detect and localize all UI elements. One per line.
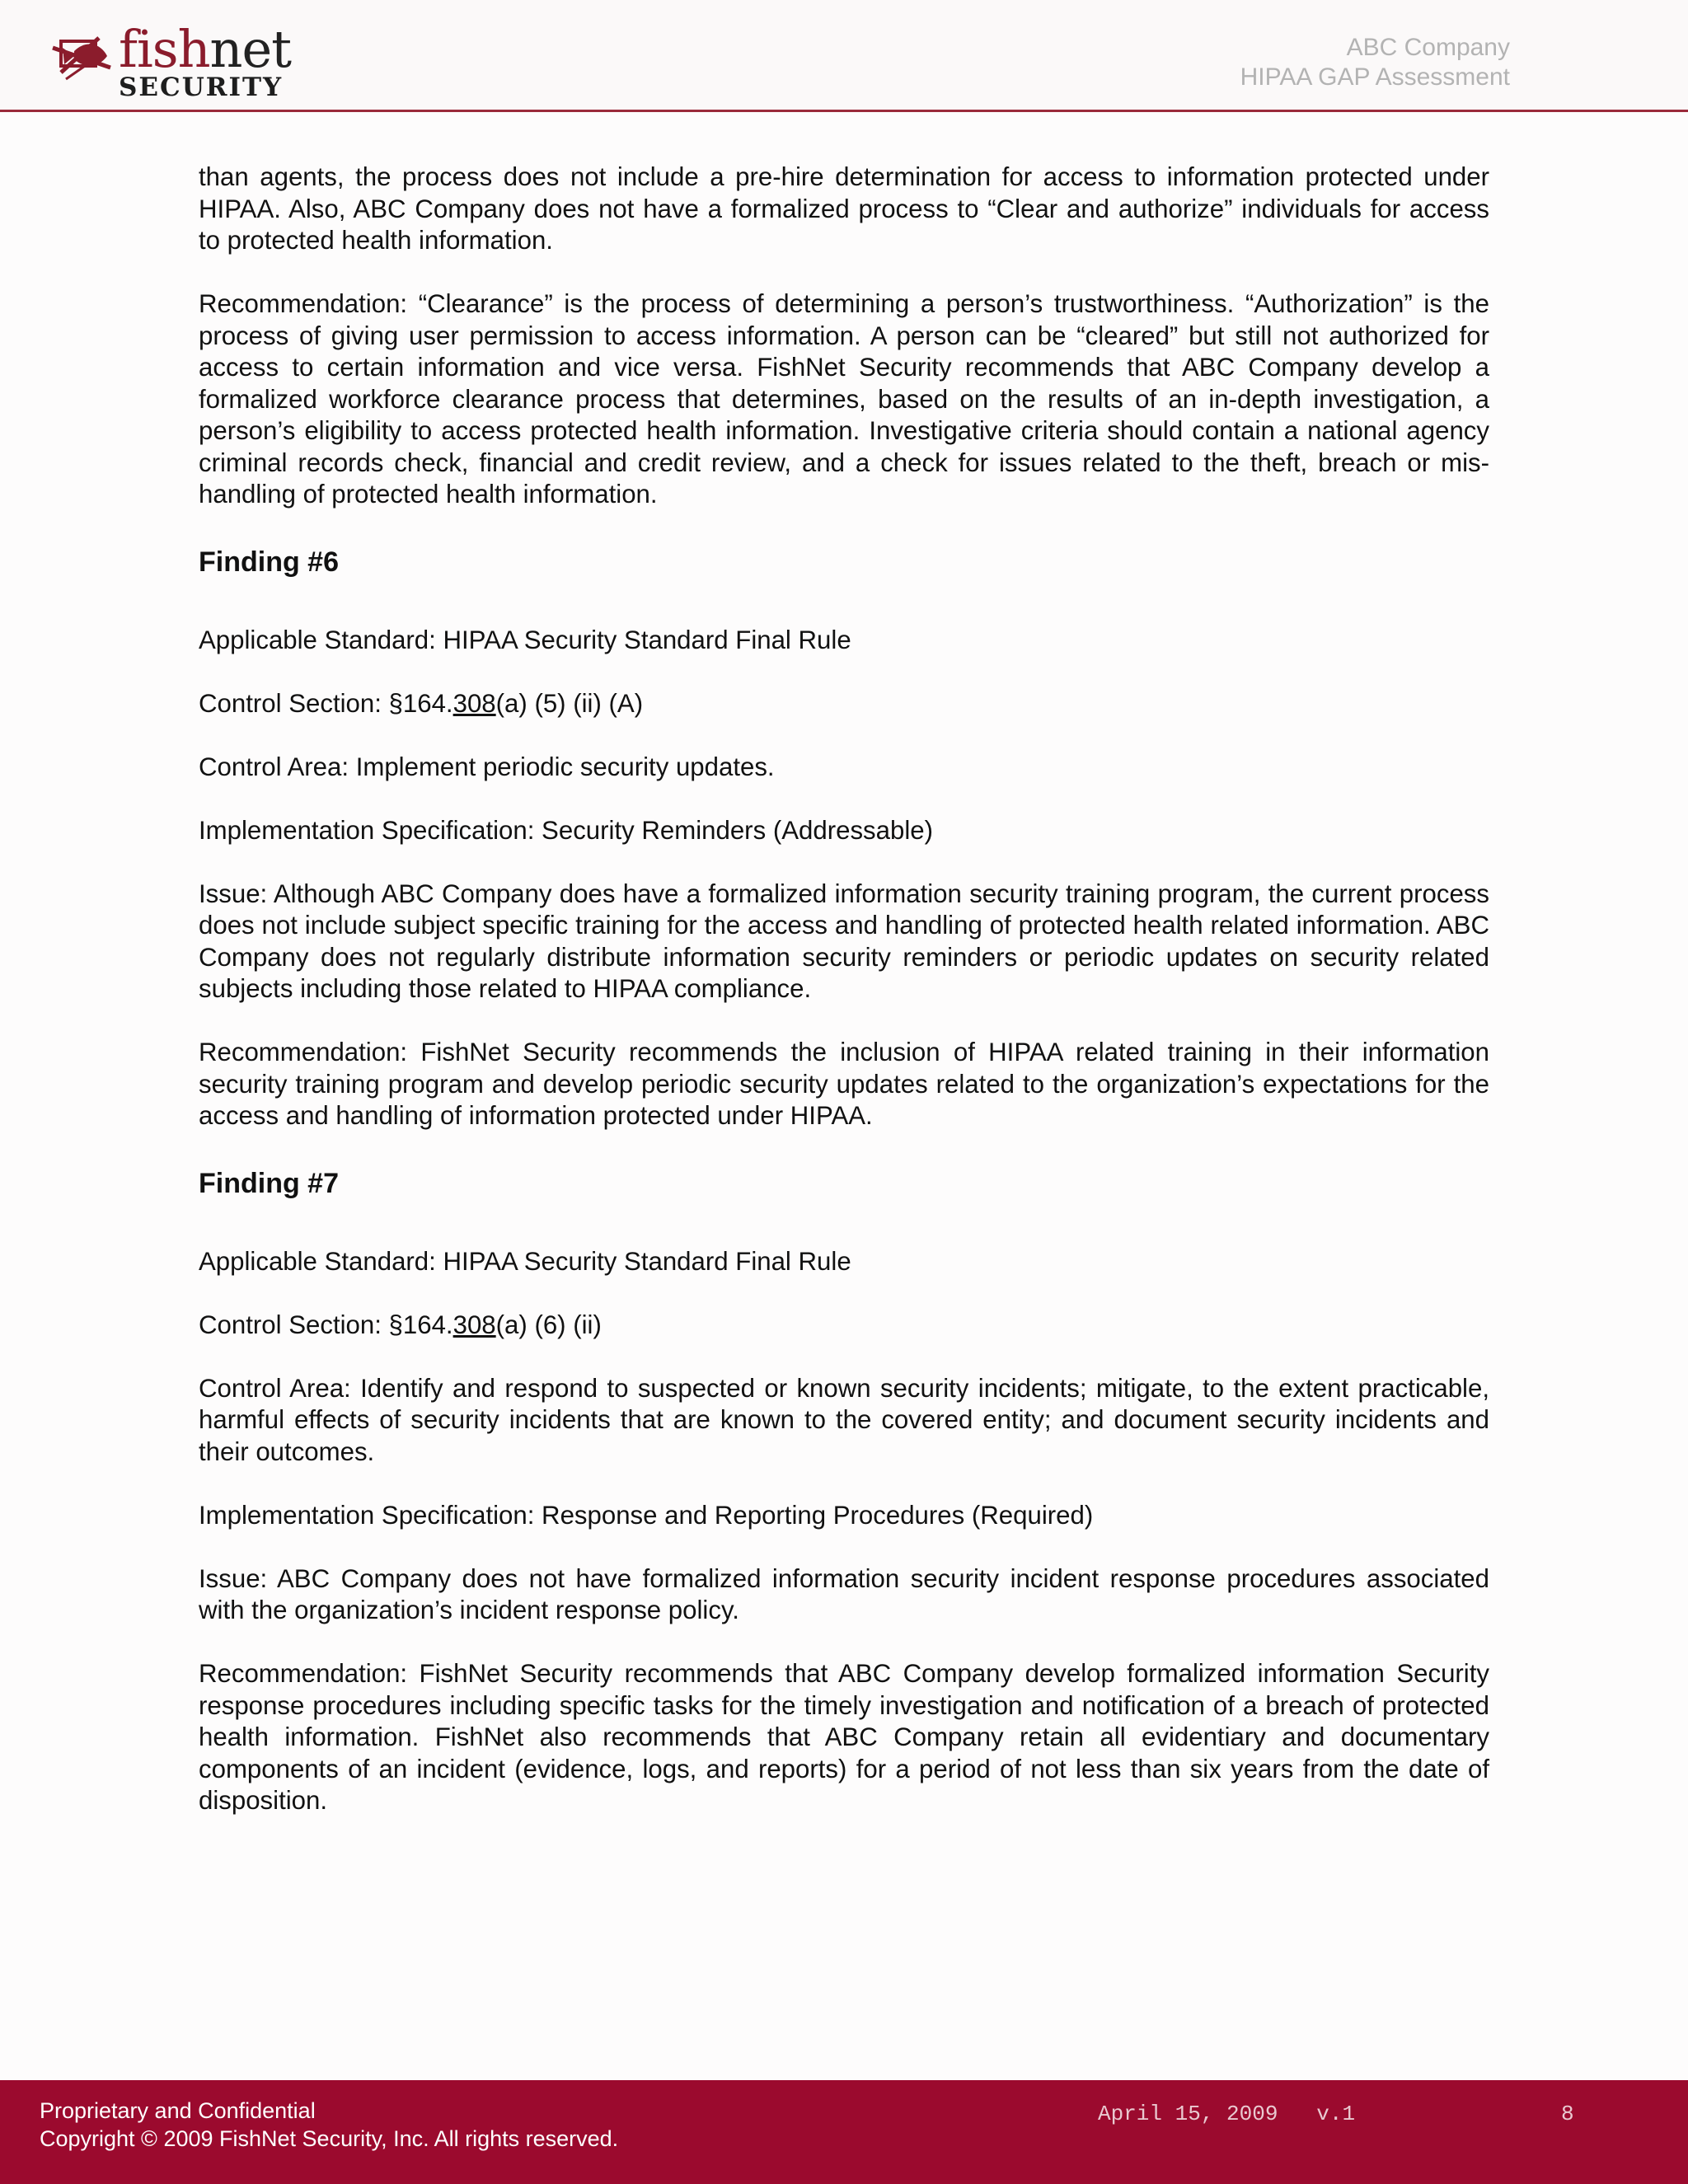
logo-word-fish: fish	[119, 19, 210, 79]
finding-7-control-section	[199, 1310, 1489, 1342]
finding-7-recommendation: Recommendation: FishNet Security recommends that ABC Company develop formalized information Security response procedures including specific tasks for the timely investigation and notification of a breach of protected health information. FishNet also recommends that ABC Company retain all evidentiary and documentary components of an incident (evidence, logs, and reports) for a period of not less than six years from the date of disposition.	[199, 1659, 1489, 1815]
finding-6-control-area: Control Area: Implement periodic security updates.	[199, 752, 775, 781]
header-doc-info	[1240, 33, 1510, 92]
finding-6-issue: Issue: Although ABC Company does have a formalized information security training program, the current process does not include subject specific training for the access and handling of protected health related information. ABC Company does not regularly distribute information security reminders or periodic updates on security related subjects including those related to HIPAA compliance.	[199, 879, 1489, 1003]
footer-legal	[40, 2097, 618, 2153]
finding-6-standard: Applicable Standard: HIPAA Security Standard Final Rule	[199, 625, 851, 654]
finding-6-control-section	[199, 688, 1489, 720]
control-section-underlined: 308	[452, 1310, 496, 1339]
finding-7-implementation: Implementation Specification: Response and Reporting Procedures (Required)	[199, 1500, 1094, 1530]
finding-6-title: Finding #6	[199, 546, 339, 578]
control-section-suffix: (a) (5) (ii) (A)	[495, 688, 644, 718]
intro-continuation: than agents, the process does not include a pre-hire determination for access to information protected under HIPAA. Also, ABC Company does not have a formalized process to “Clear and authorize” individuals for access to protected health information.	[199, 162, 1489, 255]
control-section-suffix: (a) (6) (ii)	[495, 1310, 602, 1339]
finding-6-recommendation: Recommendation: FishNet Security recommends the inclusion of HIPAA related training in their information security training program and develop periodic security updates related to the organization’s expectations for the access and handling of information protected under HIPAA.	[199, 1038, 1489, 1130]
control-section-underlined: 308	[452, 688, 496, 718]
finding-7-standard: Applicable Standard: HIPAA Security Standard Final Rule	[199, 1246, 851, 1276]
finding-6-section	[199, 546, 1489, 1132]
page-header	[0, 0, 1688, 112]
logo-subtitle: SECURITY	[119, 73, 284, 102]
finding-7-title: Finding #7	[199, 1167, 339, 1199]
finding-7-section	[199, 1167, 1489, 1817]
page-footer	[0, 2080, 1688, 2184]
document-body	[199, 162, 1489, 1849]
header-doc-title: HIPAA GAP Assessment	[1240, 63, 1510, 91]
control-section-prefix: Control Section: §164.	[199, 1310, 453, 1339]
page-number: 8	[1561, 2102, 1574, 2126]
fishnet-security-logo	[49, 19, 292, 103]
finding-6-implementation: Implementation Specification: Security Reminders (Addressable)	[199, 815, 933, 845]
header-company: ABC Company	[1346, 34, 1510, 61]
footer-copyright: Copyright © 2009 FishNet Security, Inc. All rights reserved.	[40, 2126, 619, 2151]
fish-net-icon	[49, 31, 119, 89]
control-section-prefix: Control Section: §164.	[199, 688, 453, 718]
finding-7-control-area: Control Area: Identify and respond to suspected or known security incidents; mitigate, to the extent practicable, harmful effects of security incidents that are known to the covered entity; and document security incidents and their outcomes.	[199, 1373, 1489, 1466]
footer-date-version: April 15, 2009 v.1	[1098, 2102, 1356, 2126]
footer-confidential: Proprietary and Confidential	[40, 2098, 316, 2123]
intro-recommendation: Recommendation: “Clearance” is the process of determining a person’s trustworthiness. “Authorization” is the process of giving user permission to access information. A person can be “cleared” but still not authorized for access to certain information and vice versa. FishNet Security recommends that ABC Company develop a formalized workforce clearance process that determines, based on the results of an in-depth investigation, a person’s eligibility to access protected health information. Investigative criteria should contain a national agency criminal records check, financial and credit review, and a check for issues related to the theft, breach or mis-handling of protected health information.	[199, 289, 1489, 509]
logo-word-net: net	[209, 19, 292, 79]
finding-7-issue: Issue: ABC Company does not have formalized information security incident response procedures associated with the organization’s incident response policy.	[199, 1563, 1489, 1624]
